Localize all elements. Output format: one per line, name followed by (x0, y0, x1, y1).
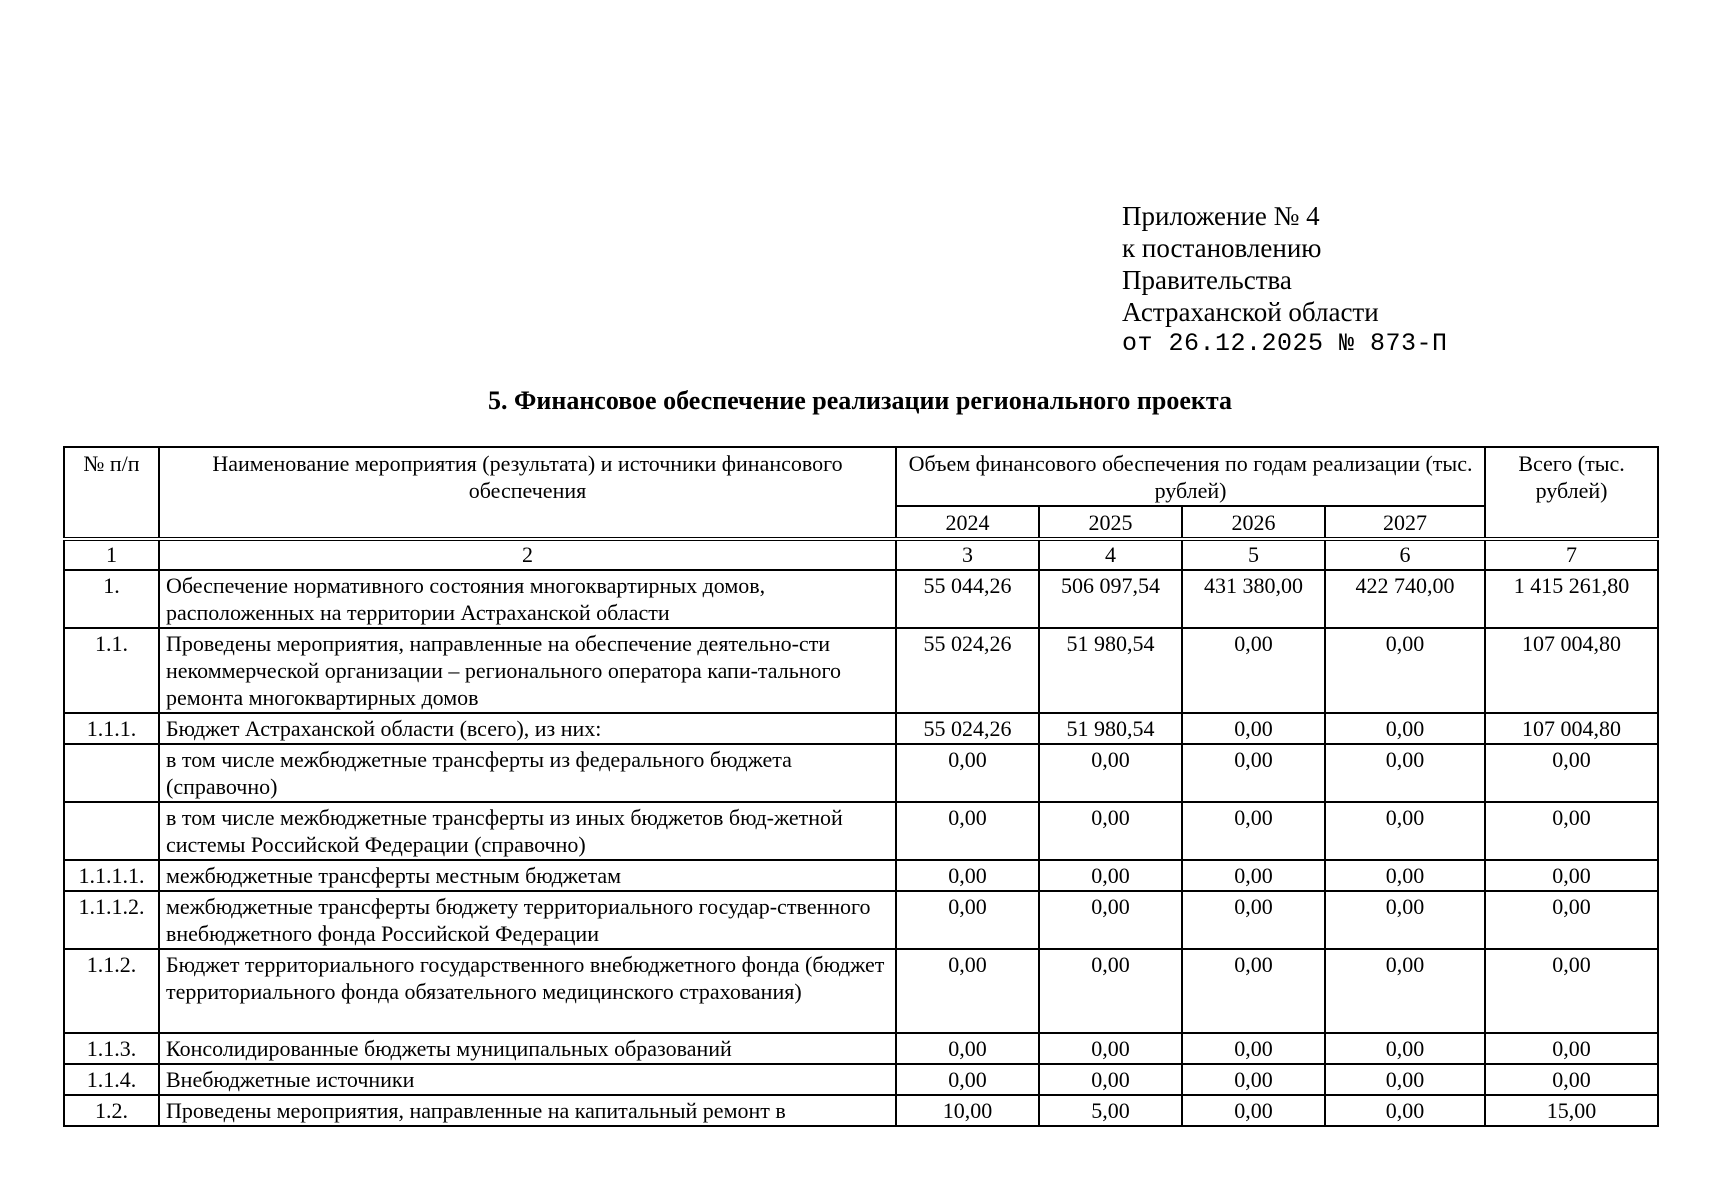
row-total: 0,00 (1485, 949, 1658, 1033)
row-num: 1.1.4. (64, 1064, 159, 1095)
row-value-2026: 0,00 (1182, 891, 1325, 949)
row-num: 1.1.1.1. (64, 860, 159, 891)
row-value-2027: 0,00 (1325, 713, 1485, 744)
row-num (64, 802, 159, 860)
row-value-2025: 0,00 (1039, 860, 1182, 891)
row-value-2026: 0,00 (1182, 1095, 1325, 1126)
row-value-2025: 506 097,54 (1039, 570, 1182, 628)
column-number: 6 (1325, 539, 1485, 570)
header-total: Всего (тыс. рублей) (1485, 447, 1658, 539)
appendix-date-number: от 26.12.2025 № 873-П (1122, 329, 1448, 358)
appendix-line-2: к постановлению (1122, 233, 1322, 263)
row-value-2024: 55 024,26 (896, 628, 1039, 713)
row-value-2024: 0,00 (896, 1033, 1039, 1064)
row-total: 0,00 (1485, 1033, 1658, 1064)
row-value-2024: 10,00 (896, 1095, 1039, 1126)
row-value-2025: 51 980,54 (1039, 628, 1182, 713)
row-value-2026: 431 380,00 (1182, 570, 1325, 628)
row-value-2026: 0,00 (1182, 949, 1325, 1033)
row-total: 0,00 (1485, 1064, 1658, 1095)
row-name: межбюджетные трансферты бюджету территориального государ-ственного внебюджетного фонда Российской Федерации (159, 891, 896, 949)
row-value-2024: 0,00 (896, 744, 1039, 802)
row-value-2024: 0,00 (896, 802, 1039, 860)
row-value-2025: 51 980,54 (1039, 713, 1182, 744)
table-row (64, 744, 1658, 802)
row-value-2025: 0,00 (1039, 744, 1182, 802)
row-num: 1. (64, 570, 159, 628)
row-value-2026: 0,00 (1182, 1033, 1325, 1064)
header-name: Наименование мероприятия (результата) и источники финансового обеспечения (159, 447, 896, 539)
row-total: 1 415 261,80 (1485, 570, 1658, 628)
table-row (64, 802, 1658, 860)
row-value-2027: 0,00 (1325, 860, 1485, 891)
row-value-2026: 0,00 (1182, 1064, 1325, 1095)
row-value-2024: 0,00 (896, 949, 1039, 1033)
row-value-2024: 0,00 (896, 1064, 1039, 1095)
row-total: 0,00 (1485, 802, 1658, 860)
row-value-2024: 0,00 (896, 891, 1039, 949)
row-num: 1.2. (64, 1095, 159, 1126)
row-total: 107 004,80 (1485, 628, 1658, 713)
row-total: 0,00 (1485, 891, 1658, 949)
appendix-line-3: Правительства (1122, 265, 1292, 295)
row-name: Консолидированные бюджеты муниципальных образований (159, 1033, 896, 1064)
row-name: Бюджет территориального государственного внебюджетного фонда (бюджет территориального фонда обязательного медицинского страхования) (159, 949, 896, 1033)
header-num: № п/п (64, 447, 159, 539)
appendix-block (1122, 200, 1448, 360)
row-total: 0,00 (1485, 744, 1658, 802)
row-name: Обеспечение нормативного состояния многоквартирных домов, расположенных на территории Астраханской области (159, 570, 896, 628)
column-number: 1 (64, 539, 159, 570)
appendix-line-4: Астраханской области (1122, 297, 1379, 327)
header-year-2026: 2026 (1182, 506, 1325, 539)
column-number: 3 (896, 539, 1039, 570)
row-value-2024: 55 024,26 (896, 713, 1039, 744)
table-row (64, 570, 1658, 628)
row-value-2025: 0,00 (1039, 802, 1182, 860)
row-name: в том числе межбюджетные трансферты из иных бюджетов бюд-жетной системы Российской Федерации (справочно) (159, 802, 896, 860)
row-value-2025: 5,00 (1039, 1095, 1182, 1126)
row-value-2026: 0,00 (1182, 744, 1325, 802)
row-value-2027: 0,00 (1325, 628, 1485, 713)
row-num: 1.1.1.2. (64, 891, 159, 949)
table-row (64, 1064, 1658, 1095)
row-value-2026: 0,00 (1182, 802, 1325, 860)
column-number: 2 (159, 539, 896, 570)
row-num: 1.1. (64, 628, 159, 713)
row-value-2026: 0,00 (1182, 860, 1325, 891)
column-number-row (64, 539, 1658, 570)
appendix-line-1: Приложение № 4 (1122, 201, 1320, 231)
column-number: 7 (1485, 539, 1658, 570)
column-number: 4 (1039, 539, 1182, 570)
row-name: межбюджетные трансферты местным бюджетам (159, 860, 896, 891)
row-name: Бюджет Астраханской области (всего), из них: (159, 713, 896, 744)
row-value-2027: 0,00 (1325, 1033, 1485, 1064)
header-volume: Объем финансового обеспечения по годам реализации (тыс. рублей) (896, 447, 1485, 506)
row-value-2027: 0,00 (1325, 949, 1485, 1033)
row-value-2027: 0,00 (1325, 891, 1485, 949)
row-value-2027: 0,00 (1325, 1095, 1485, 1126)
header-year-2025: 2025 (1039, 506, 1182, 539)
table-row (64, 860, 1658, 891)
table-row (64, 628, 1658, 713)
row-value-2024: 0,00 (896, 860, 1039, 891)
row-name: в том числе межбюджетные трансферты из федерального бюджета (справочно) (159, 744, 896, 802)
row-value-2026: 0,00 (1182, 628, 1325, 713)
header-year-2024: 2024 (896, 506, 1039, 539)
row-num: 1.1.3. (64, 1033, 159, 1064)
row-num: 1.1.1. (64, 713, 159, 744)
row-value-2027: 422 740,00 (1325, 570, 1485, 628)
financing-table (63, 446, 1659, 1127)
row-num: 1.1.2. (64, 949, 159, 1033)
row-value-2027: 0,00 (1325, 1064, 1485, 1095)
row-name: Проведены мероприятия, направленные на обеспечение деятельно-сти некоммерческой организации – регионального оператора капи-тального ремонта многоквартирных домов (159, 628, 896, 713)
row-value-2025: 0,00 (1039, 1033, 1182, 1064)
table-row (64, 891, 1658, 949)
table-row (64, 949, 1658, 1033)
table-row (64, 1095, 1658, 1126)
table-row (64, 713, 1658, 744)
row-value-2026: 0,00 (1182, 713, 1325, 744)
row-value-2025: 0,00 (1039, 949, 1182, 1033)
column-number: 5 (1182, 539, 1325, 570)
row-total: 0,00 (1485, 860, 1658, 891)
header-year-2027: 2027 (1325, 506, 1485, 539)
row-name: Внебюджетные источники (159, 1064, 896, 1095)
section-title: 5. Финансовое обеспечение реализации регионального проекта (488, 386, 1232, 415)
table-row (64, 1033, 1658, 1064)
row-total: 107 004,80 (1485, 713, 1658, 744)
row-value-2024: 55 044,26 (896, 570, 1039, 628)
row-num (64, 744, 159, 802)
row-value-2025: 0,00 (1039, 1064, 1182, 1095)
row-value-2025: 0,00 (1039, 891, 1182, 949)
row-total: 15,00 (1485, 1095, 1658, 1126)
row-value-2027: 0,00 (1325, 802, 1485, 860)
row-value-2027: 0,00 (1325, 744, 1485, 802)
row-name: Проведены мероприятия, направленные на капитальный ремонт в (159, 1095, 896, 1126)
